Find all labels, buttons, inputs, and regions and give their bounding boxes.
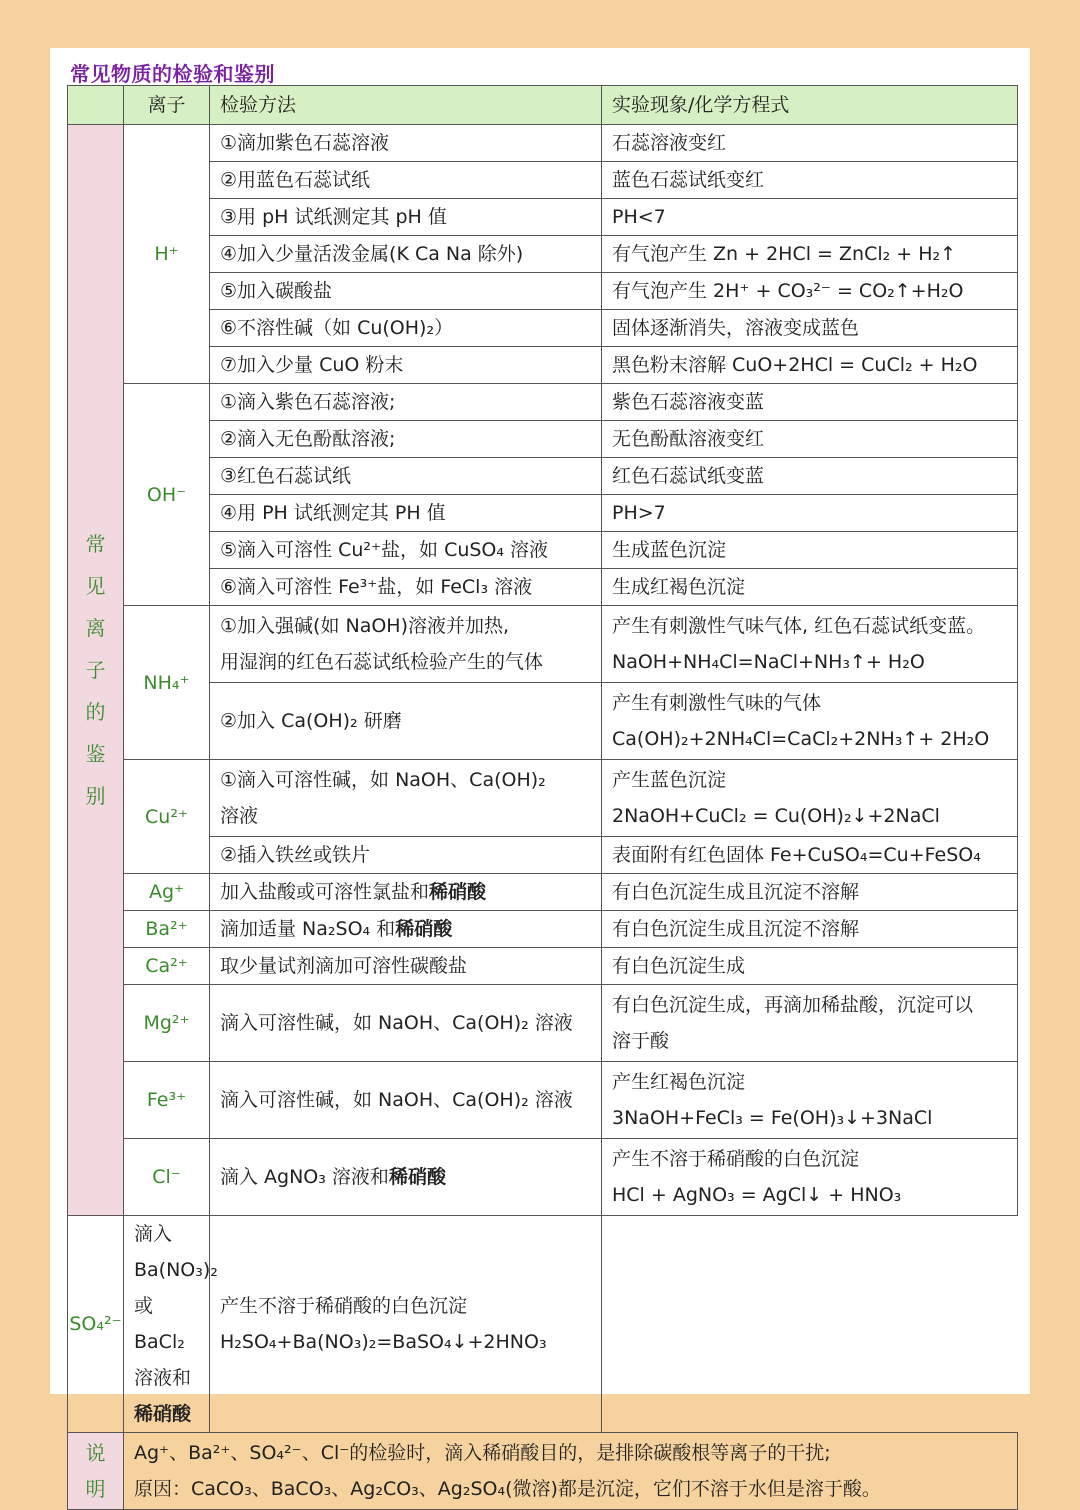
method-cell <box>210 1139 602 1216</box>
result-line: 产生不溶于稀硝酸的白色沉淀 <box>612 1148 860 1170</box>
note-label-cell <box>68 1433 124 1510</box>
result-cell <box>602 1139 1018 1216</box>
table-row <box>68 911 1018 948</box>
table-row <box>68 236 1018 273</box>
result-line: 产生蓝色沉淀 <box>612 769 727 791</box>
method-line: 溶液 <box>220 805 259 827</box>
ion-cell-oh: OH⁻ <box>124 384 210 606</box>
header-method: 检验方法 <box>210 86 602 125</box>
table-row <box>68 495 1018 532</box>
ion-cell-mg: Mg²⁺ <box>124 985 210 1062</box>
method-text: 滴加适量 Na₂SO₄ 和 <box>220 918 396 940</box>
table-row <box>68 985 1018 1062</box>
method-cell: ⑥滴入可溶性 Fe³⁺盐，如 FeCl₃ 溶液 <box>210 569 602 606</box>
ion-cell-nh4: NH₄⁺ <box>124 606 210 760</box>
result-cell: 有白色沉淀生成 <box>602 948 1018 985</box>
method-emphasis: 稀硝酸 <box>429 881 487 903</box>
ion-cell-ca: Ca²⁺ <box>124 948 210 985</box>
method-cell: 滴入可溶性碱，如 NaOH、Ca(OH)₂ 溶液 <box>210 985 602 1062</box>
header-ion: 离子 <box>124 86 210 125</box>
note-label: 说明 <box>85 1441 106 1501</box>
document-page <box>50 48 1030 1501</box>
method-cell: ②滴入无色酚酞溶液; <box>210 421 602 458</box>
method-cell: ③用 pH 试纸测定其 pH 值 <box>210 199 602 236</box>
result-line: Ca(OH)₂+2NH₄Cl=CaCl₂+2NH₃↑+ 2H₂O <box>612 728 990 750</box>
header-row <box>68 86 1018 125</box>
method-cell: ②加入 Ca(OH)₂ 研磨 <box>210 683 602 760</box>
method-cell: ①滴入紫色石蕊溶液; <box>210 384 602 421</box>
method-cell: ④用 PH 试纸测定其 PH 值 <box>210 495 602 532</box>
table-row <box>68 310 1018 347</box>
result-line: 溶于酸 <box>612 1030 670 1052</box>
result-cell: 有气泡产生 2H⁺ + CO₃²⁻ = CO₂↑+H₂O <box>602 273 1018 310</box>
method-cell <box>210 911 602 948</box>
result-cell: 无色酚酞溶液变红 <box>602 421 1018 458</box>
table-row <box>68 837 1018 874</box>
method-cell: ⑥不溶性碱（如 Cu(OH)₂） <box>210 310 602 347</box>
table-row <box>68 421 1018 458</box>
result-cell <box>210 1216 602 1433</box>
result-cell <box>602 760 1018 837</box>
method-cell: ④加入少量活泼金属(K Ca Na 除外) <box>210 236 602 273</box>
table-row <box>68 384 1018 421</box>
result-cell <box>602 1062 1018 1139</box>
method-text: 加入盐酸或可溶性氯盐和 <box>220 881 430 903</box>
table-row <box>68 162 1018 199</box>
result-cell: 生成蓝色沉淀 <box>602 532 1018 569</box>
method-emphasis: 稀硝酸 <box>395 918 453 940</box>
result-line: 2NaOH+CuCl₂ = Cu(OH)₂↓+2NaCl <box>612 805 940 827</box>
method-cell: ③红色石蕊试纸 <box>210 458 602 495</box>
table-row <box>68 125 1018 162</box>
table-row <box>68 458 1018 495</box>
result-cell: 有白色沉淀生成且沉淀不溶解 <box>602 911 1018 948</box>
result-cell: 石蕊溶液变红 <box>602 125 1018 162</box>
result-cell: 红色石蕊试纸变蓝 <box>602 458 1018 495</box>
result-line: HCl + AgNO₃ = AgCl↓ + HNO₃ <box>612 1184 902 1206</box>
method-line: 用湿润的红色石蕊试纸检验产生的气体 <box>220 651 544 673</box>
table-row <box>68 347 1018 384</box>
table-row <box>68 273 1018 310</box>
method-line: ①滴入可溶性碱，如 NaOH、Ca(OH)₂ <box>220 769 546 791</box>
result-cell: 有气泡产生 Zn + 2HCl = ZnCl₂ + H₂↑ <box>602 236 1018 273</box>
table-row <box>68 683 1018 760</box>
result-cell: 黑色粉末溶解 CuO+2HCl = CuCl₂ + H₂O <box>602 347 1018 384</box>
method-text: 滴入 Ba(NO₃)₂ 或 BaCl₂ 溶液和 <box>134 1223 218 1389</box>
table-row <box>68 606 1018 683</box>
result-cell: PH<7 <box>602 199 1018 236</box>
result-cell: 固体逐渐消失，溶液变成蓝色 <box>602 310 1018 347</box>
result-line: 产生红褐色沉淀 <box>612 1071 746 1093</box>
note-line: Ag⁺、Ba²⁺、SO₄²⁻、Cl⁻的检验时，滴入稀硝酸目的，是排除碳酸根等离子的干扰; <box>134 1442 831 1464</box>
method-text: 滴入 AgNO₃ 溶液和 <box>220 1166 389 1188</box>
result-line: NaOH+NH₄Cl=NaCl+NH₃↑+ H₂O <box>612 651 925 673</box>
method-cell: ①滴加紫色石蕊溶液 <box>210 125 602 162</box>
result-line: H₂SO₄+Ba(NO₃)₂=BaSO₄↓+2HNO₃ <box>220 1331 547 1353</box>
result-line: 产生有刺激性气味气体, 红色石蕊试纸变蓝。 <box>612 615 986 637</box>
ion-cell-cu: Cu²⁺ <box>124 760 210 874</box>
ion-identification-table <box>67 85 1018 1510</box>
method-cell <box>210 874 602 911</box>
result-line: 产生不溶于稀硝酸的白色沉淀 <box>220 1295 468 1317</box>
method-cell <box>210 606 602 683</box>
result-line: 3NaOH+FeCl₃ = Fe(OH)₃↓+3NaCl <box>612 1107 933 1129</box>
result-cell: 有白色沉淀生成且沉淀不溶解 <box>602 874 1018 911</box>
ion-cell-so4: SO₄²⁻ <box>68 1216 124 1433</box>
ion-cell-fe: Fe³⁺ <box>124 1062 210 1139</box>
result-cell: 蓝色石蕊试纸变红 <box>602 162 1018 199</box>
method-cell: 取少量试剂滴加可溶性碳酸盐 <box>210 948 602 985</box>
ion-cell-cl: Cl⁻ <box>124 1139 210 1216</box>
result-line: 产生有刺激性气味的气体 <box>612 692 822 714</box>
method-emphasis: 稀硝酸 <box>388 1166 446 1188</box>
table-row <box>68 874 1018 911</box>
header-phenomenon: 实验现象/化学方程式 <box>602 86 1018 125</box>
header-blank <box>68 86 124 125</box>
method-cell <box>124 1216 218 1433</box>
result-cell: 生成红褐色沉淀 <box>602 569 1018 606</box>
method-cell: ②插入铁丝或铁片 <box>210 837 602 874</box>
table-row <box>68 760 1018 837</box>
note-row <box>68 1433 1018 1510</box>
category-cell <box>68 125 124 1216</box>
note-line: 原因：CaCO₃、BaCO₃、Ag₂CO₃、Ag₂SO₄(微溶)都是沉淀，它们不溶于水但是溶于酸。 <box>134 1478 881 1500</box>
method-cell: ⑤加入碳酸盐 <box>210 273 602 310</box>
method-cell: ⑤滴入可溶性 Cu²⁺盐，如 CuSO₄ 溶液 <box>210 532 602 569</box>
note-cell <box>124 1433 1018 1510</box>
table-row <box>68 199 1018 236</box>
method-cell: 滴入可溶性碱，如 NaOH、Ca(OH)₂ 溶液 <box>210 1062 602 1139</box>
ion-cell-ag: Ag⁺ <box>124 874 210 911</box>
table-row <box>68 569 1018 606</box>
result-cell <box>602 683 1018 760</box>
document-title: 常见物质的检验和鉴别 <box>70 62 275 86</box>
table-row <box>68 532 1018 569</box>
result-cell: 紫色石蕊溶液变蓝 <box>602 384 1018 421</box>
method-line: ①加入强碱(如 NaOH)溶液并加热, <box>220 615 510 637</box>
result-cell: PH>7 <box>602 495 1018 532</box>
method-cell <box>210 760 602 837</box>
table-row <box>68 1139 1018 1216</box>
result-cell <box>602 985 1018 1062</box>
table-row <box>68 1216 1018 1433</box>
method-emphasis: 稀硝酸 <box>134 1403 192 1425</box>
method-cell: ⑦加入少量 CuO 粉末 <box>210 347 602 384</box>
result-cell: 表面附有红色固体 Fe+CuSO₄=Cu+FeSO₄ <box>602 837 1018 874</box>
ion-cell-ba: Ba²⁺ <box>124 911 210 948</box>
table-row <box>68 1062 1018 1139</box>
category-label: 常见离子的鉴别 <box>85 532 106 808</box>
table-row <box>68 948 1018 985</box>
method-cell: ②用蓝色石蕊试纸 <box>210 162 602 199</box>
ion-cell-h: H⁺ <box>124 125 210 384</box>
result-cell <box>602 606 1018 683</box>
result-line: 有白色沉淀生成，再滴加稀盐酸，沉淀可以 <box>612 994 974 1016</box>
